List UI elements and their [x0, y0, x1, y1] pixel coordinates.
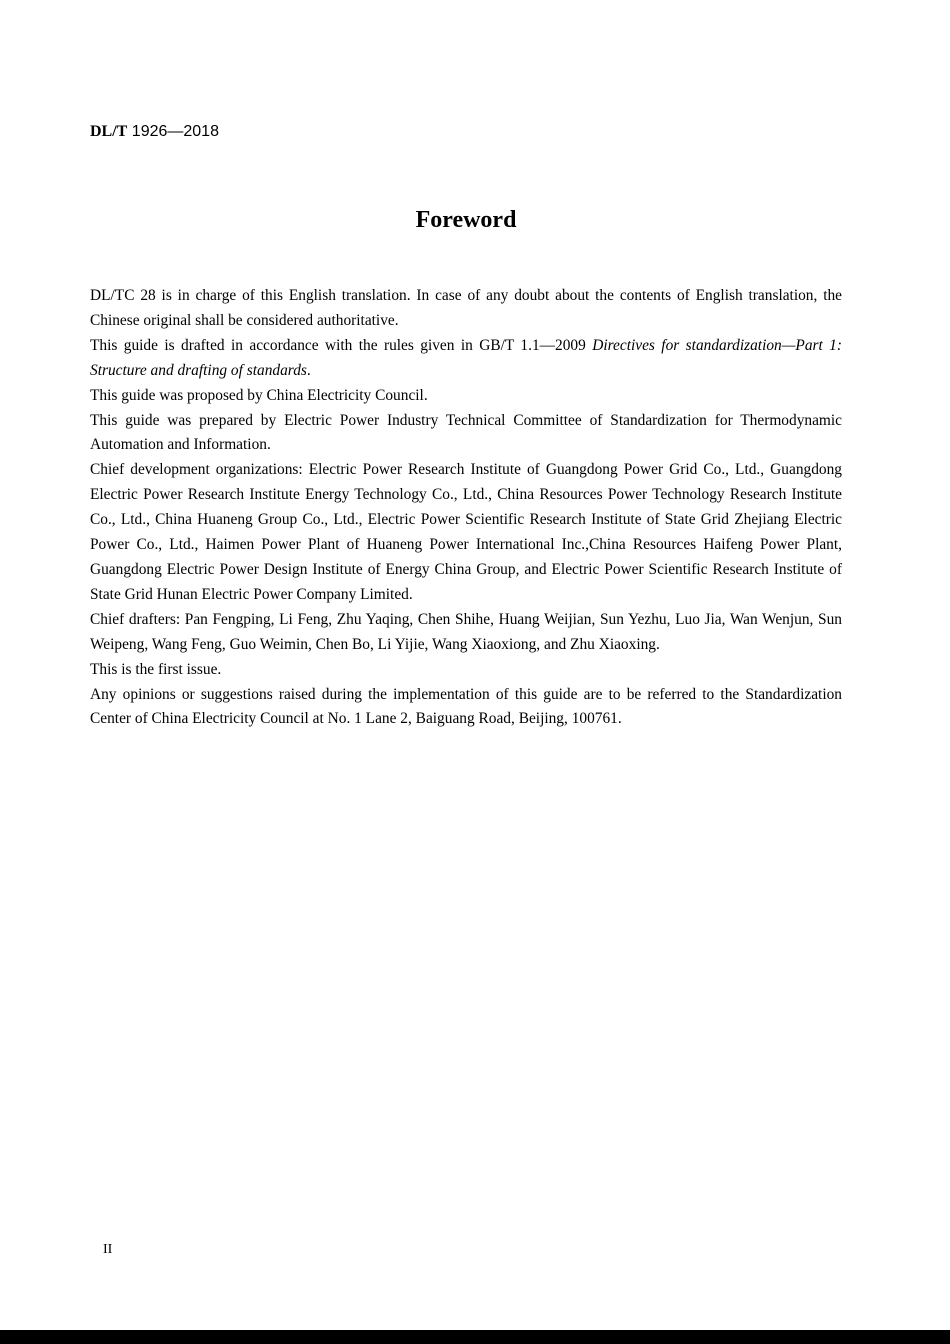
document-code-prefix: DL/T [90, 123, 128, 140]
document-code [90, 122, 219, 142]
page-title: Foreword [415, 207, 517, 233]
page-number: II [103, 1242, 113, 1257]
paragraph-development-organizations: Chief development organizations: Electric Power Research Institute of Guangdong Power Grid Co., Ltd., Guangdong Electric Power Research Institute Energy Technology Co., Ltd., China Resources Power Technology Research Institute Co., Ltd., China Huaneng Group Co., Ltd., Electric Power Scientific Research Institute of State Grid Zhejiang Electric Power Co., Ltd., Haimen Power Plant of Huaneng Power International Inc.,China Resources Haifeng Power Plant, Guangdong Electric Power Design Institute of Energy China Group, and Electric Power Scientific Research Institute of State Grid Hunan Electric Power Company Limited. [90, 461, 842, 603]
paragraph-issue: This is the first issue. [90, 660, 222, 678]
drafting-rules-period: . [306, 361, 311, 379]
document-code-number: 1926—2018 [127, 123, 219, 140]
paragraph-translation-note: DL/TC 28 is in charge of this English translation. In case of any doubt about the contents of English translation, the Chinese original shall be considered authoritative. [90, 287, 842, 329]
bottom-border [0, 1330, 950, 1344]
drafting-rules-text: This guide is drafted in accordance with the rules given in GB/T 1.1—2009 [90, 336, 593, 354]
paragraph-drafting-rules [90, 334, 842, 384]
drafting-rules-standard-title: Directives for standardization—Part 1: Structure and drafting of standards [90, 336, 843, 379]
paragraph-chief-drafters: Chief drafters: Pan Fengping, Li Feng, Zhu Yaqing, Chen Shihe, Huang Weijian, Sun Yezhu, Luo Jia, Wan Wenjun, Sun Weipeng, Wang Feng, Guo Weimin, Chen Bo, Li Yijie, Wang Xiaoxiong, and Zhu Xiaoxing. [90, 610, 842, 653]
paragraph-prepared-by: This guide was prepared by Electric Power Industry Technical Committee of Standardization for Thermodynamic Automation and Information. [90, 411, 842, 454]
foreword-body [90, 284, 842, 732]
paragraph-feedback: Any opinions or suggestions raised during the implementation of this guide are to be referred to the Standardization Center of China Electricity Council at No. 1 Lane 2, Baiguang Road, Beijing, 100761. [90, 685, 842, 728]
paragraph-proposed-by: This guide was proposed by China Electricity Council. [90, 386, 428, 404]
